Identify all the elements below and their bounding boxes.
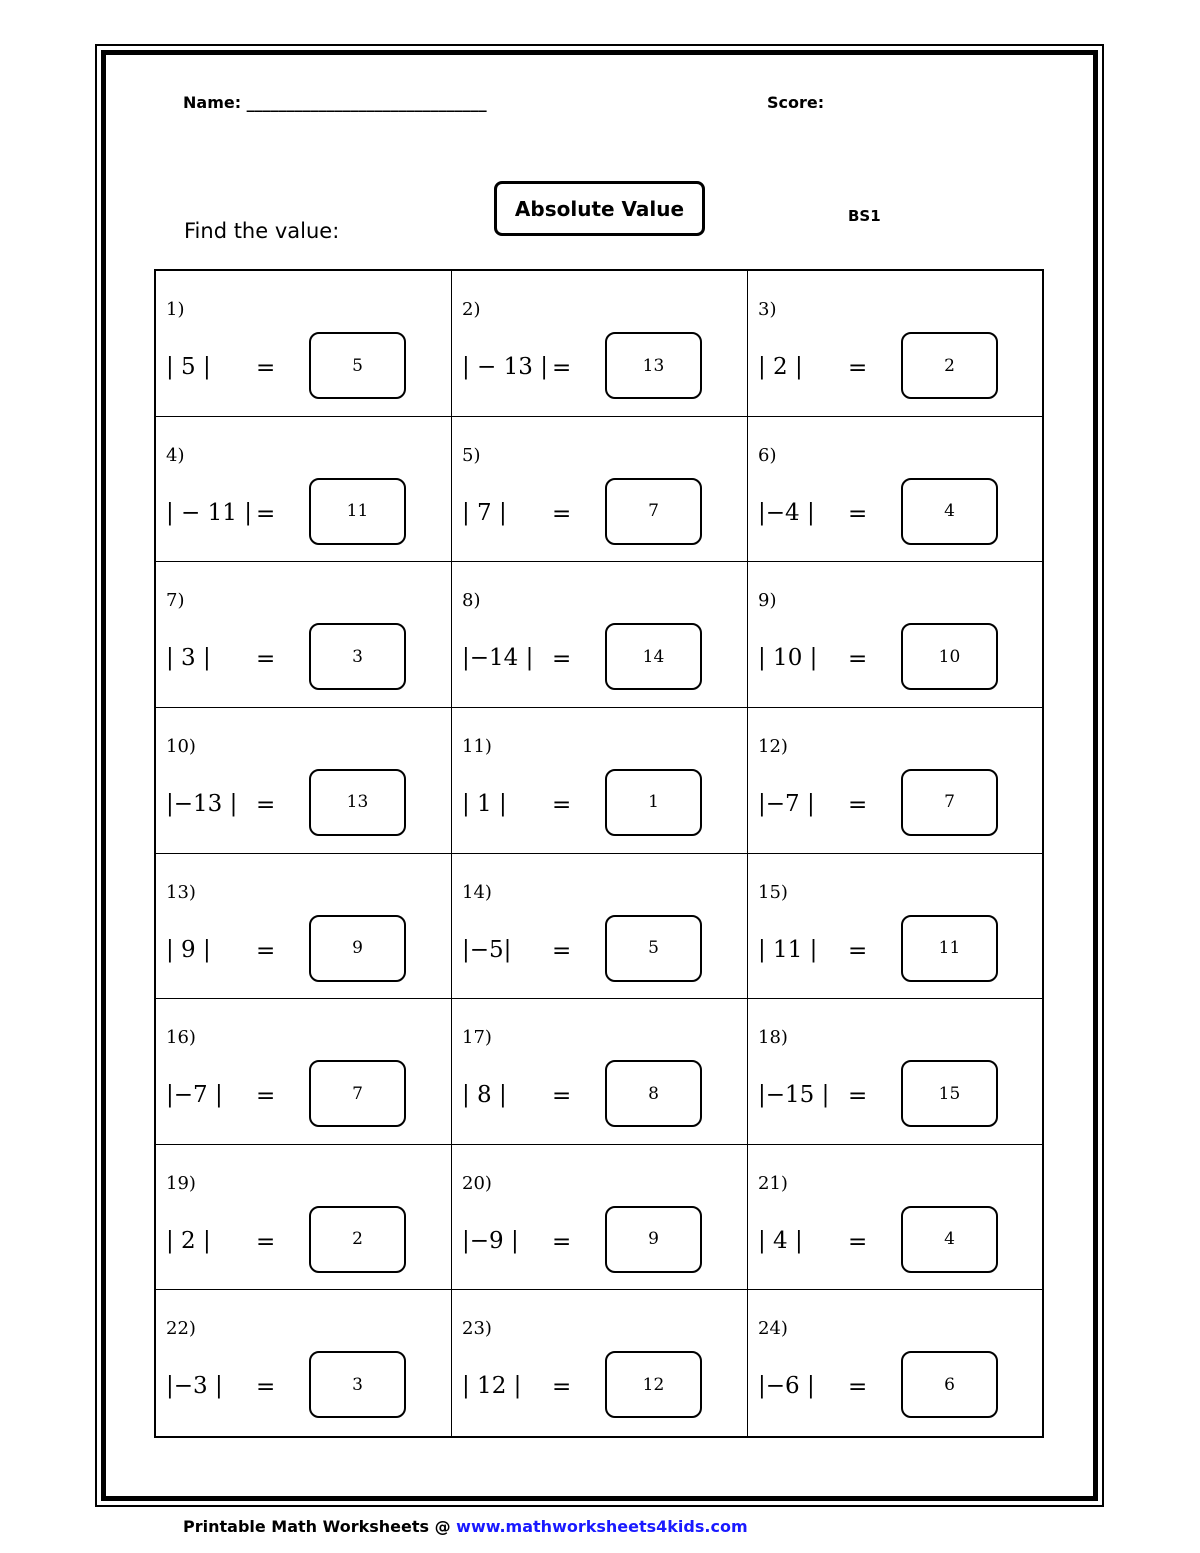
answer-box[interactable]: 10: [901, 623, 998, 690]
answer-box[interactable]: 4: [901, 478, 998, 545]
equals-sign: =: [848, 1228, 868, 1255]
problem-number: 9): [758, 590, 777, 612]
equals-sign: =: [256, 646, 276, 673]
score-field-label: Score:: [767, 93, 825, 112]
footer: [183, 1517, 748, 1536]
problem-expression: |−4 |: [758, 499, 815, 526]
problem-cell: [452, 562, 748, 708]
problem-number: 21): [758, 1172, 788, 1194]
problem-number: 11): [462, 735, 492, 757]
problem-cell: [156, 1145, 452, 1291]
problem-cell: [452, 1290, 748, 1436]
problem-number: 4): [166, 444, 185, 466]
problem-cell: [156, 417, 452, 563]
answer-box[interactable]: 2: [901, 332, 998, 399]
problem-cell: [748, 1290, 1042, 1436]
problem-expression: |−15 |: [758, 1082, 830, 1109]
equals-sign: =: [552, 500, 572, 527]
equals-sign: =: [256, 1228, 276, 1255]
answer-box[interactable]: 7: [309, 1060, 406, 1127]
equals-sign: =: [848, 1083, 868, 1110]
answer-box[interactable]: 6: [901, 1351, 998, 1418]
problem-expression: |−6 |: [758, 1373, 815, 1400]
problem-cell: [748, 417, 1042, 563]
answer-box[interactable]: 4: [901, 1206, 998, 1273]
problem-expression: | 10 |: [758, 645, 818, 672]
problem-number: 8): [462, 590, 481, 612]
problem-grid: [154, 269, 1044, 1438]
answer-box[interactable]: 8: [605, 1060, 702, 1127]
instruction-text: Find the value:: [184, 219, 340, 243]
problem-cell: [452, 271, 748, 417]
equals-sign: =: [552, 355, 572, 381]
problem-expression: |−3 |: [166, 1373, 223, 1400]
problem-expression: | 4 |: [758, 1227, 803, 1254]
equals-sign: =: [552, 791, 572, 818]
answer-box[interactable]: 1: [605, 769, 702, 836]
problem-number: 1): [166, 299, 185, 320]
problem-expression: |−7 |: [758, 790, 815, 817]
problem-number: 20): [462, 1172, 492, 1194]
equals-sign: =: [256, 791, 276, 818]
answer-box[interactable]: 7: [901, 769, 998, 836]
equals-sign: =: [256, 355, 276, 381]
problem-cell: [156, 271, 452, 417]
problem-cell: [156, 562, 452, 708]
answer-box[interactable]: 11: [901, 915, 998, 982]
problem-cell: [452, 999, 748, 1145]
problem-cell: [452, 708, 748, 854]
problem-expression: | 3 |: [166, 645, 211, 672]
problem-number: 17): [462, 1027, 492, 1049]
problem-number: 12): [758, 735, 788, 757]
equals-sign: =: [552, 1228, 572, 1255]
problem-cell: [156, 854, 452, 1000]
problem-cell: [748, 271, 1042, 417]
problem-number: 7): [166, 590, 185, 612]
equals-sign: =: [552, 646, 572, 673]
problem-cell: [156, 708, 452, 854]
footer-text: Printable Math Worksheets @: [183, 1517, 457, 1536]
problem-number: 16): [166, 1027, 196, 1049]
equals-sign: =: [848, 646, 868, 673]
answer-box[interactable]: 2: [309, 1206, 406, 1273]
problem-expression: | 11 |: [758, 936, 818, 963]
problem-expression: |−5|: [462, 936, 512, 963]
answer-box[interactable]: 3: [309, 1351, 406, 1418]
answer-box[interactable]: 13: [309, 769, 406, 836]
problem-cell: [156, 999, 452, 1145]
problem-number: 13): [166, 881, 196, 903]
problem-number: 22): [166, 1318, 196, 1340]
problem-cell: [748, 1145, 1042, 1291]
answer-box[interactable]: 5: [605, 915, 702, 982]
equals-sign: =: [552, 1083, 572, 1110]
answer-box[interactable]: 14: [605, 623, 702, 690]
answer-box[interactable]: 7: [605, 478, 702, 545]
problem-expression: | − 11 |: [166, 499, 252, 526]
equals-sign: =: [256, 500, 276, 527]
problem-number: 24): [758, 1318, 788, 1340]
problem-expression: | 7 |: [462, 499, 507, 526]
problem-number: 15): [758, 881, 788, 903]
problem-number: 14): [462, 881, 492, 903]
problem-number: 6): [758, 444, 777, 466]
equals-sign: =: [848, 937, 868, 964]
problem-cell: [452, 417, 748, 563]
problem-expression: | − 13 |: [462, 354, 548, 380]
problem-number: 18): [758, 1027, 788, 1049]
equals-sign: =: [552, 937, 572, 964]
problem-expression: |−13 |: [166, 790, 238, 817]
problem-cell: [748, 562, 1042, 708]
equals-sign: =: [256, 1083, 276, 1110]
equals-sign: =: [256, 937, 276, 964]
answer-box[interactable]: 15: [901, 1060, 998, 1127]
problem-cell: [156, 1290, 452, 1436]
equals-sign: =: [552, 1374, 572, 1401]
problem-number: 3): [758, 299, 777, 320]
answer-box[interactable]: 9: [309, 915, 406, 982]
problem-cell: [748, 999, 1042, 1145]
problem-expression: | 2 |: [758, 354, 803, 380]
equals-sign: =: [848, 1374, 868, 1401]
problem-cell: [748, 854, 1042, 1000]
problem-cell: [452, 854, 748, 1000]
footer-link[interactable]: www.mathworksheets4kids.com: [456, 1517, 748, 1536]
problem-expression: | 12 |: [462, 1373, 522, 1400]
problem-number: 19): [166, 1172, 196, 1194]
problem-number: 23): [462, 1318, 492, 1340]
answer-box[interactable]: 11: [309, 478, 406, 545]
problem-number: 10): [166, 735, 196, 757]
problem-expression: |−7 |: [166, 1082, 223, 1109]
answer-box[interactable]: 9: [605, 1206, 702, 1273]
problem-cell: [748, 708, 1042, 854]
problem-expression: | 2 |: [166, 1227, 211, 1254]
problem-expression: | 5 |: [166, 354, 211, 380]
name-field-label: Name: ______________________________: [183, 93, 487, 112]
problem-expression: | 8 |: [462, 1082, 507, 1109]
answer-box[interactable]: 5: [309, 332, 406, 399]
problem-expression: |−14 |: [462, 645, 534, 672]
equals-sign: =: [256, 1374, 276, 1401]
answer-box[interactable]: 12: [605, 1351, 702, 1418]
problem-expression: | 9 |: [166, 936, 211, 963]
problem-cell: [452, 1145, 748, 1291]
problem-expression: |−9 |: [462, 1227, 519, 1254]
problem-number: 2): [462, 299, 481, 320]
answer-box[interactable]: 3: [309, 623, 406, 690]
problem-expression: | 1 |: [462, 790, 507, 817]
equals-sign: =: [848, 791, 868, 818]
worksheet-title: Absolute Value: [494, 181, 705, 236]
worksheet-code: BS1: [848, 207, 881, 225]
answer-box[interactable]: 13: [605, 332, 702, 399]
equals-sign: =: [848, 500, 868, 527]
problem-number: 5): [462, 444, 481, 466]
equals-sign: =: [848, 355, 868, 381]
